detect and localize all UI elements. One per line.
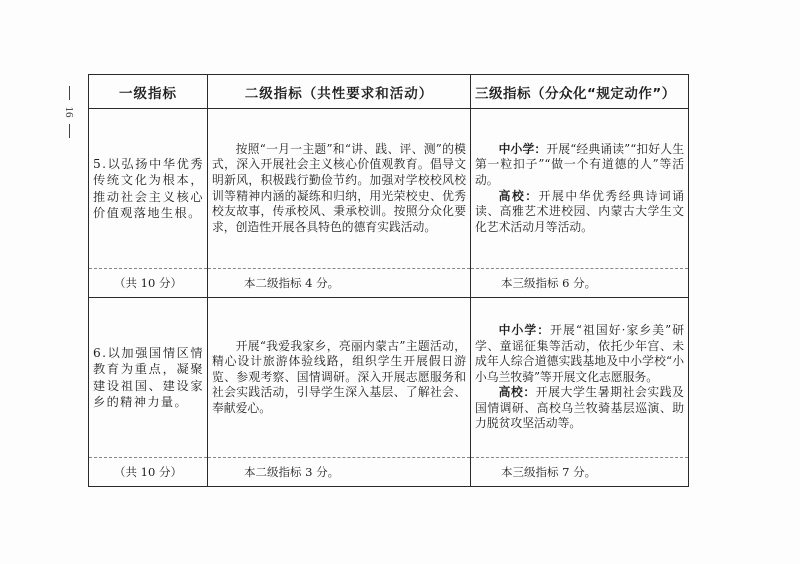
level1-cell	[89, 109, 208, 269]
level1-text: 5.以弘扬中华优秀传统文化为根本，推动社会主义核心价值观落地生根。	[93, 156, 204, 220]
level2-cell	[208, 298, 471, 458]
indicator-table	[88, 74, 689, 487]
level3-item	[475, 323, 684, 385]
level3-cell	[471, 298, 689, 458]
score-level3: 本三级指标 7 分。	[471, 458, 689, 487]
level2-cell	[208, 109, 471, 269]
level2-text: 按照“一月一主题”和“讲、践、评、测”的模式，深入开展社会主义核心价值观教育。倡导文明新风，积极践行勤俭节约。加强对学校校风校训等精神内涵的凝练和归纳，用光荣校史、优秀校友故事，传承校风、秉承校训。按照分众化要求，创造性开展各具特色的德育实践活动。	[212, 141, 466, 234]
score-total: （共 10 分）	[89, 458, 208, 487]
level3-label: 高校：	[498, 188, 539, 203]
table-row	[89, 109, 689, 269]
level3-item	[475, 142, 684, 189]
level3-text: 开展“祖国好·家乡美”研学、童谣征集等活动，依托少年宫、未成年人综合道德实践基地及中小学校“小小乌兰牧骑”等开展文化志愿服务。	[475, 322, 684, 384]
divider	[69, 86, 70, 100]
level1-text: 6.以加强国情区情教育为重点，凝聚建设祖国、建设家乡的精神力量。	[93, 345, 204, 409]
score-level2: 本二级指标 4 分。	[208, 269, 471, 298]
level3-label: 中小学：	[498, 141, 547, 156]
level3-item	[475, 189, 684, 236]
table-row	[89, 298, 689, 458]
level3-item	[475, 385, 684, 432]
level3-cell	[471, 109, 689, 269]
level1-cell	[89, 298, 208, 458]
score-level2: 本二级指标 3 分。	[208, 458, 471, 487]
score-row	[89, 269, 689, 298]
score-total: （共 10 分）	[89, 269, 208, 298]
level2-text: 开展“我爱我家乡，亮丽内蒙古”主题活动，精心设计旅游体验线路，组织学生开展假日游览、参观考察、国情调研。深入开展志愿服务和社会实践活动，引导学生深入基层、了解社会、奉献爱心。	[212, 338, 466, 415]
page-number-margin	[62, 86, 76, 138]
level3-text: 开展中华优秀经典诗词诵读、高雅艺术进校园、内蒙古大学生文化艺术活动月等活动。	[475, 188, 684, 234]
level3-text: 开展“经典诵读”“扣好人生第一粒扣子”“做一个有道德的人”等活动。	[475, 141, 684, 187]
header-level2: 二级指标（共性要求和活动）	[208, 75, 471, 109]
score-level3: 本三级指标 6 分。	[471, 269, 689, 298]
level3-label: 中小学：	[498, 322, 551, 337]
level3-label: 高校：	[498, 385, 536, 400]
score-row	[89, 458, 689, 487]
divider	[69, 124, 70, 138]
level3-text: 开展大学生暑期社会实践及国情调研、高校乌兰牧骑基层巡演、助力脱贫攻坚活动等。	[475, 385, 684, 431]
page-number: 16	[63, 106, 75, 118]
header-level1: 一级指标	[89, 75, 208, 109]
header-level3: 三级指标（分众化“规定动作”）	[471, 75, 689, 109]
table-header-row	[89, 75, 689, 109]
